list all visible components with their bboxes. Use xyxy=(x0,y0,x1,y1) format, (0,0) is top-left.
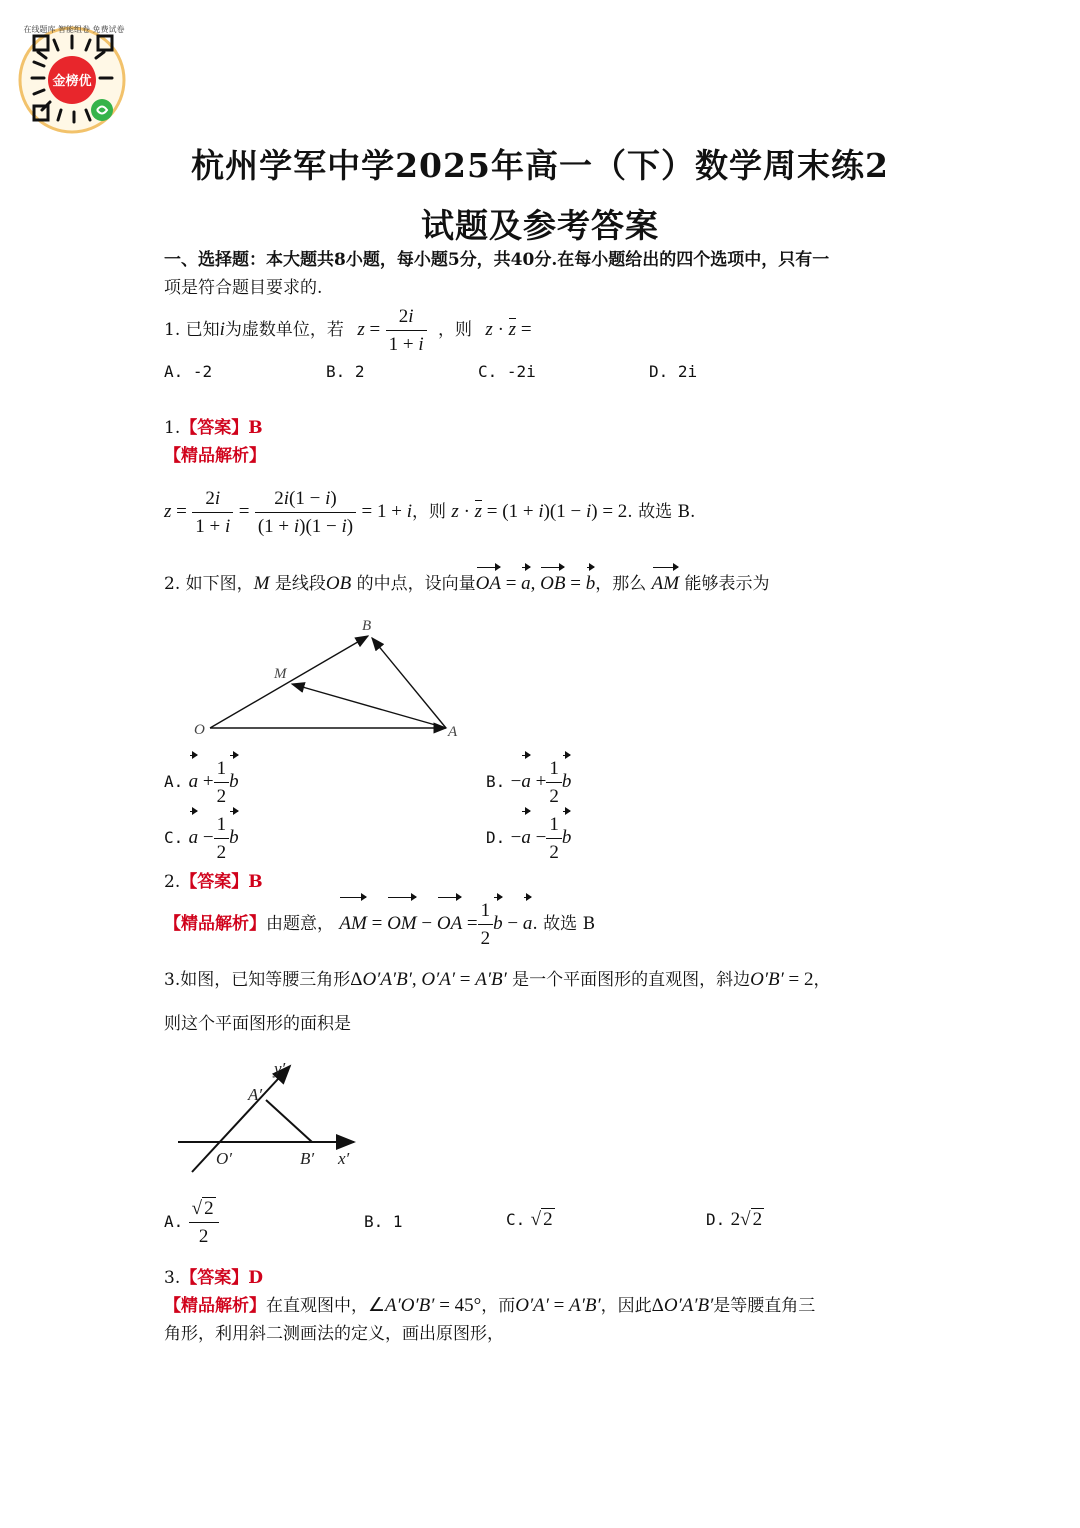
q3-option-c[interactable]: C. √ 2 xyxy=(506,1209,553,1230)
q3-number: 3. xyxy=(164,970,181,990)
q3-stem-b: 是一个平面图形的直观图，斜边 xyxy=(512,970,751,990)
logo xyxy=(14,22,134,134)
q2-number: 2. xyxy=(164,574,181,594)
q3-option-a[interactable]: A. $\frac{√ 2}{2}$ xyxy=(164,1194,219,1250)
q3-stem: 3.如图，已知等腰三角形ΔO′A′B′, O′A′ = A′B′ 是一个平面图形的直观图，斜边O′B′ = 2， xyxy=(164,969,831,990)
q3-solution-d: 是等腰直角三 xyxy=(713,1296,816,1316)
q3-stem-c: ， xyxy=(813,970,831,990)
q2-label-m: M xyxy=(274,666,287,682)
q2-solution-end: . 故选 B xyxy=(532,914,596,934)
q2-stem-e: 能够表示为 xyxy=(684,574,770,594)
q2-label-o: O xyxy=(194,722,205,738)
q1-stem: 1. 已知i为虚数单位，若 z = $\frac{2i}{1 + i}$ ，则 z · z = xyxy=(164,306,532,355)
q2-label-a: A xyxy=(448,724,458,740)
q3-stem-line2: 则这个平面图形的面积是 xyxy=(164,1014,351,1034)
q1-option-b[interactable]: B. 2 xyxy=(326,362,365,381)
section-header xyxy=(164,246,829,302)
q2-answer: 2.【答案】B xyxy=(164,872,263,892)
q1-fraction: $\frac{2i}{1 + i}$ xyxy=(386,307,427,354)
q1-answer xyxy=(164,414,263,442)
q2-solution: 【精品解析】由题意， AM = OM − OA = $\frac{1}{2}$ b − a. 故选 B xyxy=(164,900,596,949)
page-title: 杭州学军中学2025年高一（下）数学周末练2 xyxy=(191,146,889,185)
q3-label-a: A′ xyxy=(248,1085,263,1104)
q1-option-d[interactable]: D. 2i xyxy=(649,362,698,381)
q3-answer-number: 3. xyxy=(164,1268,181,1288)
q3-solution-b: ，而 xyxy=(481,1296,516,1316)
q2-stem-c: 的中点，设向量 xyxy=(356,574,476,594)
q1-option-a[interactable]: A. -2 xyxy=(164,362,213,381)
logo-brand: 金榜优 xyxy=(52,74,92,89)
q3-answer-value: D xyxy=(248,1268,263,1288)
answer-tag: 【答案】 xyxy=(180,418,249,438)
q2-answer-value: B xyxy=(248,872,263,892)
q3-label-x: x′ xyxy=(338,1149,350,1168)
page-subtitle: 试题及参考答案 xyxy=(421,206,659,245)
q3-option-d[interactable]: D. 2√ 2 xyxy=(706,1209,763,1230)
q2-stem-b: 是线段 xyxy=(274,574,326,594)
q2-option-a[interactable]: A. a + $\frac{1}{2}$ b xyxy=(164,758,239,807)
logo-ring-text: 在线题库 智能组卷 免费试卷 xyxy=(23,25,125,34)
q1-stem-b: 为虚数单位，若 xyxy=(224,320,344,340)
q2-option-b[interactable]: B. −a + $\frac{1}{2}$ b xyxy=(486,758,572,807)
q2-label-b: B xyxy=(362,618,372,634)
q1-solution: z = $\frac{2i}{1 + i}$ = $\frac{2i(1 - i)}{(1 + i)(1 - i)}$ = 1 + i，则 z · z = (1 + i)(1 − i) = 2. 故选 B. xyxy=(164,488,696,537)
q1-answer-number: 1. xyxy=(164,418,181,438)
q3-solution-a: 在直观图中， xyxy=(266,1296,368,1316)
q3-label-o: O′ xyxy=(216,1149,232,1168)
q2-option-c[interactable]: C. a − $\frac{1}{2}$ b xyxy=(164,814,239,863)
q3-label-y: y′ xyxy=(274,1059,286,1078)
q2-solution-a: 由题意， xyxy=(266,914,334,934)
q3-solution: 【精品解析】在直观图中，∠A′O′B′ = 45°，而O′A′ = A′B′，因此ΔO′A′B′是等腰直角三 xyxy=(164,1295,816,1316)
q1-answer-value: B xyxy=(248,418,263,438)
q2-figure xyxy=(180,610,480,750)
q3-solution-line2: 角形，利用斜二测画法的定义，画出原图形， xyxy=(164,1324,504,1344)
q2-answer-number: 2. xyxy=(164,872,181,892)
q3-answer: 3.【答案】D xyxy=(164,1268,263,1288)
q1-option-c[interactable]: C. -2i xyxy=(478,362,536,381)
q1-number: 1. xyxy=(164,320,181,340)
q1-stem-c: ，则 xyxy=(438,320,473,340)
q3-solution-c: ，因此 xyxy=(600,1296,652,1316)
q3-option-b[interactable]: B. 1 xyxy=(364,1212,403,1231)
q2-stem-a: 如下图， xyxy=(185,574,254,594)
q2-stem-d: ，那么 xyxy=(595,574,647,594)
q3-figure xyxy=(172,1052,372,1182)
q1-solution-mid: ，则 xyxy=(412,502,446,522)
q1-analysis-tag: 【精品解析】 xyxy=(164,446,266,466)
q2-option-d[interactable]: D. −a − $\frac{1}{2}$ b xyxy=(486,814,572,863)
q1-stem-a: 已知 xyxy=(185,320,220,340)
q3-stem-a: 如图，已知等腰三角形 xyxy=(180,970,351,990)
q3-label-b: B′ xyxy=(300,1149,315,1168)
q1-solution-end: . 故选 B. xyxy=(627,502,696,522)
section-header-line2: 项是符合题目要求的. xyxy=(164,278,323,298)
section-header-line1: 一、选择题：本大题共8小题，每小题5分，共40分.在每小题给出的四个选项中，只有一 xyxy=(164,250,830,270)
q2-stem: 2. 如下图，M 是线段OB 的中点，设向量OA = a, OB = b，那么 AM 能够表示为 xyxy=(164,568,769,600)
